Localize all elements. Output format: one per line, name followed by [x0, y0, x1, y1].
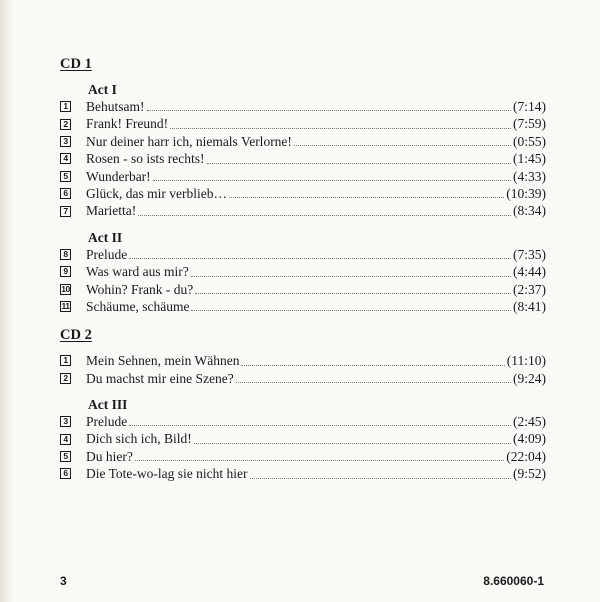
track-row [60, 133, 546, 150]
track-row [60, 115, 546, 132]
dot-leader [236, 382, 511, 383]
dot-leader [170, 128, 511, 129]
dot-leader [294, 145, 511, 146]
track-row [60, 202, 546, 219]
track-title: Mein Sehnen, mein Wähnen [86, 353, 240, 369]
track-number-box: 7 [60, 206, 71, 217]
track-title: Wohin? Frank - du? [86, 281, 194, 297]
track-duration: (9:24) [513, 370, 546, 386]
track-row [60, 370, 546, 387]
dot-leader [135, 460, 504, 461]
track-number-box: 6 [60, 188, 71, 199]
track-duration: (2:45) [513, 414, 546, 430]
track-number-box: 1 [60, 101, 71, 112]
track-number-box: 4 [60, 153, 71, 164]
track-title: Nur deiner harr ich, niemals Verlorne! [86, 133, 292, 149]
dot-leader [229, 197, 504, 198]
act-section [60, 229, 546, 316]
dot-leader [191, 276, 511, 277]
act-section [60, 352, 546, 387]
dot-leader [138, 215, 511, 216]
dot-leader [195, 293, 511, 294]
track-duration: (4:44) [513, 264, 546, 280]
track-title: Dich sich ich, Bild! [86, 431, 192, 447]
dot-leader [250, 478, 511, 479]
track-title: Glück, das mir verblieb… [86, 185, 227, 201]
cd-section [60, 327, 546, 482]
track-duration: (4:09) [513, 431, 546, 447]
dot-leader [191, 310, 511, 311]
page-edge-shadow [0, 0, 14, 602]
track-title: Rosen - so ists rechts! [86, 151, 205, 167]
catalog-number: 8.660060-1 [483, 574, 544, 588]
track-number-box: 6 [60, 468, 71, 479]
track-number-box: 9 [60, 266, 71, 277]
cd-section [60, 56, 546, 315]
track-number-box: 5 [60, 451, 71, 462]
dot-leader [153, 180, 511, 181]
track-row [60, 352, 546, 369]
track-row [60, 98, 546, 115]
act-heading: Act III [88, 397, 128, 413]
track-title: Du machst mir eine Szene? [86, 370, 234, 386]
page-number: 3 [60, 574, 67, 588]
track-duration: (7:59) [513, 116, 546, 132]
track-row [60, 150, 546, 167]
track-number-box: 5 [60, 171, 71, 182]
track-number-box: 4 [60, 434, 71, 445]
track-row [60, 246, 546, 263]
track-title: Behutsam! [86, 99, 145, 114]
track-number-box: 8 [60, 249, 71, 260]
track-row [60, 298, 546, 315]
act-section [60, 81, 546, 220]
track-title: Du hier? [86, 448, 133, 464]
track-row [60, 263, 546, 280]
track-duration: (10:39) [506, 185, 546, 201]
cd-heading: CD 2 [60, 327, 92, 344]
track-duration: (1:45) [513, 151, 546, 167]
track-title: Die Tote-wo-lag sie nicht hier [86, 466, 248, 482]
track-duration: (0:55) [513, 133, 546, 149]
track-title: Wunderbar! [86, 168, 151, 184]
act-heading: Act I [88, 82, 117, 97]
track-title: Frank! Freund! [86, 116, 169, 132]
dot-leader [129, 258, 511, 259]
track-number-box: 2 [60, 119, 71, 130]
track-duration: (4:33) [513, 168, 546, 184]
track-duration: (2:37) [513, 281, 546, 297]
act-section [60, 396, 546, 483]
track-title: Prelude [86, 246, 128, 262]
track-duration: (8:34) [513, 203, 546, 219]
dot-leader [241, 365, 504, 366]
track-number-box: 3 [60, 416, 71, 427]
track-title: Prelude [86, 414, 128, 430]
dot-leader [129, 425, 511, 426]
track-row [60, 448, 546, 465]
act-heading: Act II [88, 229, 123, 245]
track-row [60, 185, 546, 202]
track-title: Schäume, schäume [86, 298, 190, 314]
track-number-box: 11 [61, 301, 70, 312]
dot-leader [147, 110, 512, 111]
track-duration: (8:41) [513, 298, 546, 314]
track-row [60, 168, 546, 185]
dot-leader [207, 163, 512, 164]
track-title: Marietta! [86, 203, 137, 219]
cd-heading: CD 1 [60, 56, 92, 72]
track-row [60, 465, 546, 482]
tracklist [60, 56, 546, 483]
dot-leader [194, 443, 511, 444]
track-duration: (7:35) [513, 246, 546, 262]
track-row [60, 430, 546, 447]
track-number-box: 10 [61, 283, 70, 294]
track-number-box: 1 [60, 355, 71, 366]
track-number-box: 2 [60, 373, 71, 384]
track-row [60, 281, 546, 298]
track-duration: (9:52) [513, 466, 546, 482]
track-row [60, 413, 546, 430]
track-duration: (22:04) [506, 448, 546, 464]
track-title: Was ward aus mir? [86, 264, 189, 280]
track-duration: (7:14) [513, 99, 546, 114]
track-number-box: 3 [60, 136, 71, 147]
track-duration: (11:10) [506, 353, 546, 369]
